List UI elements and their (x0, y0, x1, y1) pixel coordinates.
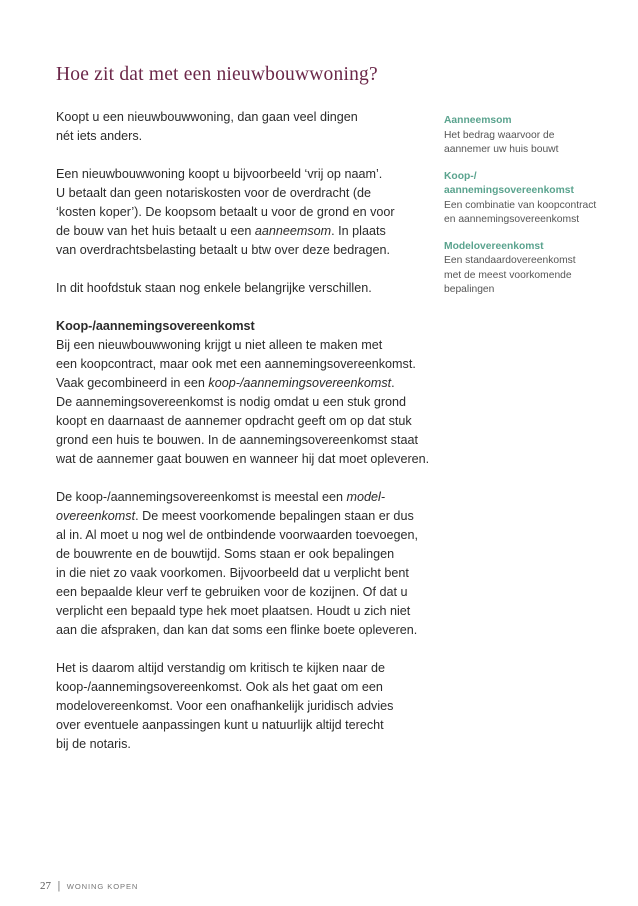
page-footer (40, 876, 138, 894)
glossary-term: Koop-/ (444, 170, 477, 182)
glossary-term: aannemingsovereenkomst (444, 185, 574, 196)
text-line: modelovereenkomst. Voor een onafhankelijk juridisch advies (56, 699, 394, 713)
glossary-definition: met de meest voorkomende (444, 269, 572, 281)
text-line: koop-/aannemingsovereenkomst. Ook als het gaat om een (56, 680, 383, 694)
text-line: nét iets anders. (56, 129, 143, 143)
advice-paragraph (56, 659, 426, 754)
koop-aanneming-section (56, 317, 430, 469)
text-line: De aannemingsovereenkomst is nodig omdat u een stuk grond (56, 395, 407, 409)
text-fragment: . De meest voorkomende bepalingen staan er dus (135, 509, 414, 523)
text-line: verplicht een bepaald type hek moet plaatsen. Houdt u zich niet (56, 604, 411, 618)
text-line: grond een huis te bouwen. In de aannemingsovereenkomst staat (56, 433, 418, 447)
emphasis-overeenkomst: overeenkomst (56, 509, 136, 523)
glossary-term: Modelovereenkomst (444, 240, 544, 252)
text-line (56, 222, 426, 241)
glossary-entry-modelovereenkomst (444, 240, 614, 298)
glossary-definition: Het bedrag waarvoor de (444, 129, 555, 141)
emphasis-koop-aanneming: koop-/aannemingsovereenkomst (208, 376, 392, 390)
text-line: U betaalt dan geen notariskosten voor de overdracht (de (56, 186, 372, 200)
footer-separator: | (57, 880, 61, 892)
intro-paragraph (56, 108, 426, 146)
text-line: Koopt u een nieuwbouwwoning, dan gaan veel dingen (56, 110, 358, 124)
text-line: een bepaalde kleur verf te gebruiken voor de kozijnen. Of dat u (56, 585, 408, 599)
glossary-definition: Een standaardovereenkomst (444, 255, 576, 266)
page-title: Hoe zit dat met een nieuwbouwwoning? (56, 64, 378, 85)
text-line: over eventuele aanpassingen kunt u natuurlijk altijd terecht (56, 718, 384, 732)
main-text (56, 108, 430, 773)
glossary-definition: en aannemingsovereenkomst (444, 214, 580, 225)
text-line: ‘kosten koper’). De koopsom betaalt u voor de grond en voor (56, 205, 395, 219)
text-line (56, 488, 426, 507)
text-fragment: Vaak gecombineerd in een (56, 376, 209, 390)
glossary-sidebar (444, 114, 614, 310)
text-line: bij de notaris. (56, 737, 131, 751)
page-number: 27 (40, 880, 51, 892)
emphasis-model: model- (346, 490, 386, 504)
text-line: een koopcontract, maar ook met een aannemingsovereenkomst. (56, 357, 416, 371)
text-fragment: De koop-/aannemingsovereenkomst is meestal een (56, 490, 347, 504)
glossary-definition: Een combinatie van koopcontract (444, 199, 597, 211)
modelovereenkomst-paragraph (56, 488, 426, 640)
text-line: aan die afspraken, dan kan dat soms een flinke boete opleveren. (56, 623, 418, 637)
text-line (56, 507, 426, 526)
text-line: Bij een nieuwbouwwoning krijgt u niet alleen te maken met (56, 338, 383, 352)
section-heading: Koop-/aannemingsovereenkomst (56, 319, 255, 333)
glossary-definition: bepalingen (444, 284, 495, 295)
text-line: koopt en daarnaast de aannemer opdracht geeft om op dat stuk (56, 414, 412, 428)
glossary-term: Aanneemsom (444, 115, 512, 126)
vrij-op-naam-paragraph (56, 165, 426, 260)
text-line: Een nieuwbouwwoning koopt u bijvoorbeeld ‘vrij op naam’. (56, 167, 383, 181)
text-line: de bouwrente en de bouwtijd. Soms staan er ook bepalingen (56, 547, 395, 561)
emphasis-aanneemsom: aanneemsom (254, 224, 332, 238)
text-line: al in. Al moet u nog wel de ontbindende voorwaarden toevoegen, (56, 528, 418, 542)
section-name: WONING KOPEN (66, 882, 139, 891)
text-fragment: de bouw van het huis betaalt u een (56, 224, 255, 238)
glossary-entry-koop-aanneming (444, 170, 614, 228)
chapter-intro-paragraph (56, 279, 426, 298)
text-fragment: . (391, 376, 395, 390)
text-line: Het is daarom altijd verstandig om kritisch te kijken naar de (56, 661, 385, 675)
text-line (56, 374, 426, 393)
glossary-entry-aanneemsom (444, 114, 614, 158)
text-line: in die niet zo vaak voorkomen. Bijvoorbeeld dat u verplicht bent (56, 566, 409, 580)
text-line: In dit hoofdstuk staan nog enkele belangrijke verschillen. (56, 281, 372, 295)
glossary-definition: aannemer uw huis bouwt (444, 144, 559, 155)
text-line: wat de aannemer gaat bouwen en wanneer hij dat moet opleveren. (56, 452, 430, 466)
text-fragment: . In plaats (331, 224, 386, 238)
text-line: van overdrachtsbelasting betaalt u btw over deze bedragen. (56, 243, 390, 257)
